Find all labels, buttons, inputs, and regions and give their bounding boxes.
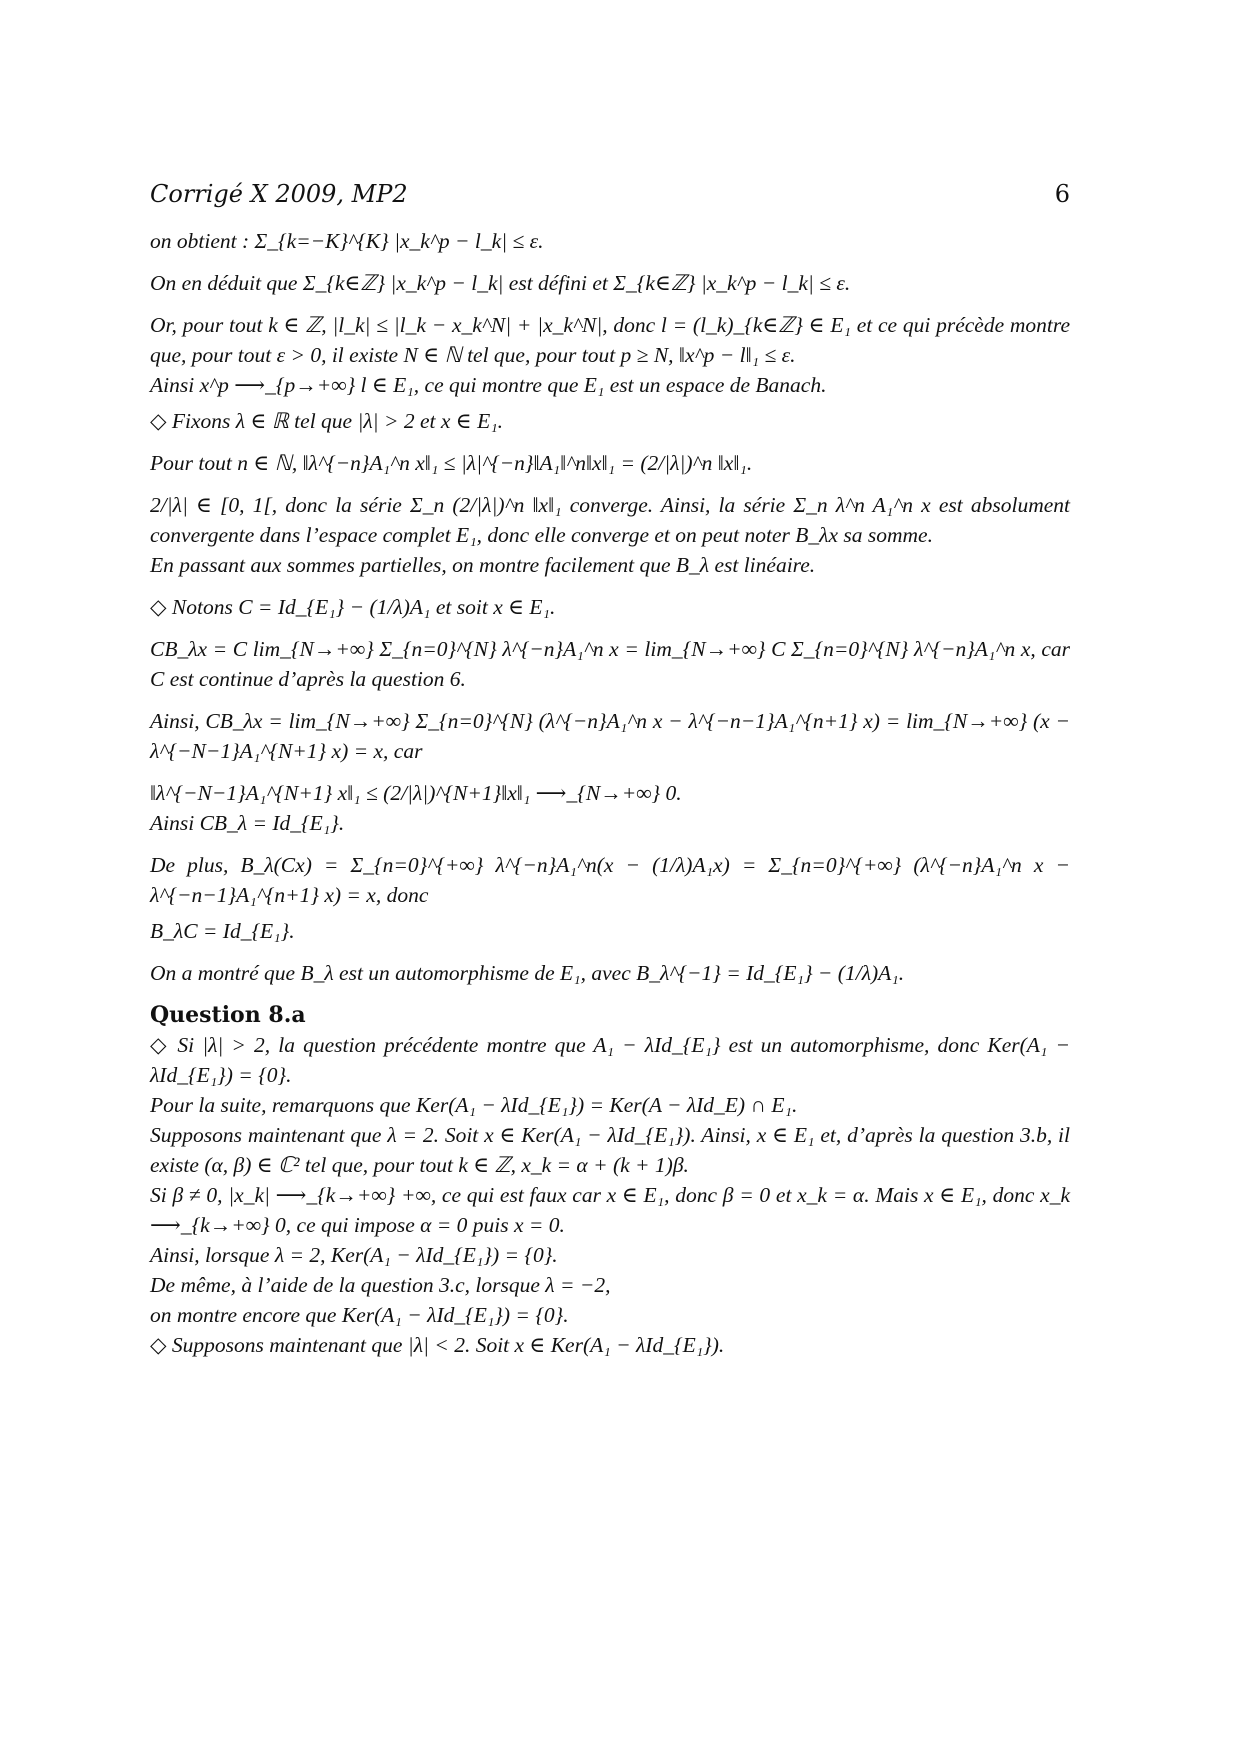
running-title: Corrigé X 2009, MP2	[150, 180, 408, 208]
paragraph: Ainsi x^p ⟶_{p→+∞} l ∈ E₁, ce qui montre que E₁ est un espace de Banach.	[150, 373, 827, 397]
paragraph: On en déduit que Σ_{k∈ℤ} |x_k^p − l_k| est défini et Σ_{k∈ℤ} |x_k^p − l_k| ≤ ε.	[150, 271, 851, 295]
paragraph: ‖λ^{−N−1}A₁^{N+1} x‖₁ ≤ (2/|λ|)^{N+1}‖x‖₁ ⟶_{N→+∞} 0.	[150, 781, 682, 805]
paragraph: En passant aux sommes partielles, on montre facilement que B_λ est linéaire.	[150, 553, 816, 577]
paragraph: 2/|λ| ∈ [0, 1[, donc la série Σ_n (2/|λ|)^n ‖x‖₁ converge. Ainsi, la série Σ_n λ^n A₁^n x est absolument convergente dans l’espace complet E₁, donc elle converge et on peut noter B_λx sa somme.	[150, 493, 1070, 547]
paragraph: ◇ Fixons λ ∈ ℝ tel que |λ| > 2 et x ∈ E₁.	[150, 409, 504, 433]
question-heading: Question 8.a	[150, 1002, 306, 1028]
paragraph: on obtient : Σ_{k=−K}^{K} |x_k^p − l_k| ≤ ε.	[150, 229, 544, 253]
paragraph: ◇ Si |λ| > 2, la question précédente montre que A₁ − λId_{E₁} est un automorphisme, donc Ker(A₁ − λId_{E₁}) = {0}.	[150, 1033, 1070, 1087]
paragraph: Or, pour tout k ∈ ℤ, |l_k| ≤ |l_k − x_k^N| + |x_k^N|, donc l = (l_k)_{k∈ℤ} ∈ E₁ et ce qui précède montre que, pour tout ε > 0, il existe N ∈ ℕ tel que, pour tout p ≥ N, ‖x^p − l‖₁ ≤ ε.	[150, 313, 1070, 367]
document-body	[150, 226, 1070, 1360]
paragraph: ◇ Notons C = Id_{E₁} − (1/λ)A₁ et soit x ∈ E₁.	[150, 595, 556, 619]
paragraph: B_λC = Id_{E₁}.	[150, 919, 295, 943]
paragraph: Ainsi, lorsque λ = 2, Ker(A₁ − λId_{E₁}) = {0}.	[150, 1243, 558, 1267]
paragraph: on montre encore que Ker(A₁ − λId_{E₁}) = {0}.	[150, 1303, 569, 1327]
paragraph: Pour tout n ∈ ℕ, ‖λ^{−n}A₁^n x‖₁ ≤ |λ|^{−n}‖A₁‖^n‖x‖₁ = (2/|λ|)^n ‖x‖₁.	[150, 451, 753, 475]
document-page	[150, 180, 1070, 1360]
page-header	[150, 180, 1070, 220]
paragraph: CB_λx = C lim_{N→+∞} Σ_{n=0}^{N} λ^{−n}A₁^n x = lim_{N→+∞} C Σ_{n=0}^{N} λ^{−n}A₁^n x, car C est continue d’après la question 6.	[150, 637, 1070, 691]
paragraph: De plus, B_λ(Cx) = Σ_{n=0}^{+∞} λ^{−n}A₁^n(x − (1/λ)A₁x) = Σ_{n=0}^{+∞} (λ^{−n}A₁^n x − λ^{−n−1}A₁^{n+1} x) = x, donc	[150, 853, 1070, 907]
paragraph: Si β ≠ 0, |x_k| ⟶_{k→+∞} +∞, ce qui est faux car x ∈ E₁, donc β = 0 et x_k = α. Mais x ∈ E₁, donc x_k ⟶_{k→+∞} 0, ce qui impose α = 0 puis x = 0.	[150, 1183, 1070, 1237]
paragraph: ◇ Supposons maintenant que |λ| < 2. Soit x ∈ Ker(A₁ − λId_{E₁}).	[150, 1333, 725, 1357]
paragraph: Ainsi, CB_λx = lim_{N→+∞} Σ_{n=0}^{N} (λ^{−n}A₁^n x − λ^{−n−1}A₁^{n+1} x) = lim_{N→+∞} (x − λ^{−N−1}A₁^{N+1} x) = x, car	[150, 709, 1070, 763]
paragraph: Supposons maintenant que λ = 2. Soit x ∈ Ker(A₁ − λId_{E₁}). Ainsi, x ∈ E₁ et, d’après la question 3.b, il existe (α, β) ∈ ℂ² tel que, pour tout k ∈ ℤ, x_k = α + (k + 1)β.	[150, 1123, 1070, 1177]
paragraph: On a montré que B_λ est un automorphisme de E₁, avec B_λ^{−1} = Id_{E₁} − (1/λ)A₁.	[150, 961, 905, 985]
paragraph: Ainsi CB_λ = Id_{E₁}.	[150, 811, 345, 835]
paragraph: Pour la suite, remarquons que Ker(A₁ − λId_{E₁}) = Ker(A − λId_E) ∩ E₁.	[150, 1093, 798, 1117]
paragraph: De même, à l’aide de la question 3.c, lorsque λ = −2,	[150, 1273, 611, 1297]
page-number: 6	[1054, 180, 1070, 208]
